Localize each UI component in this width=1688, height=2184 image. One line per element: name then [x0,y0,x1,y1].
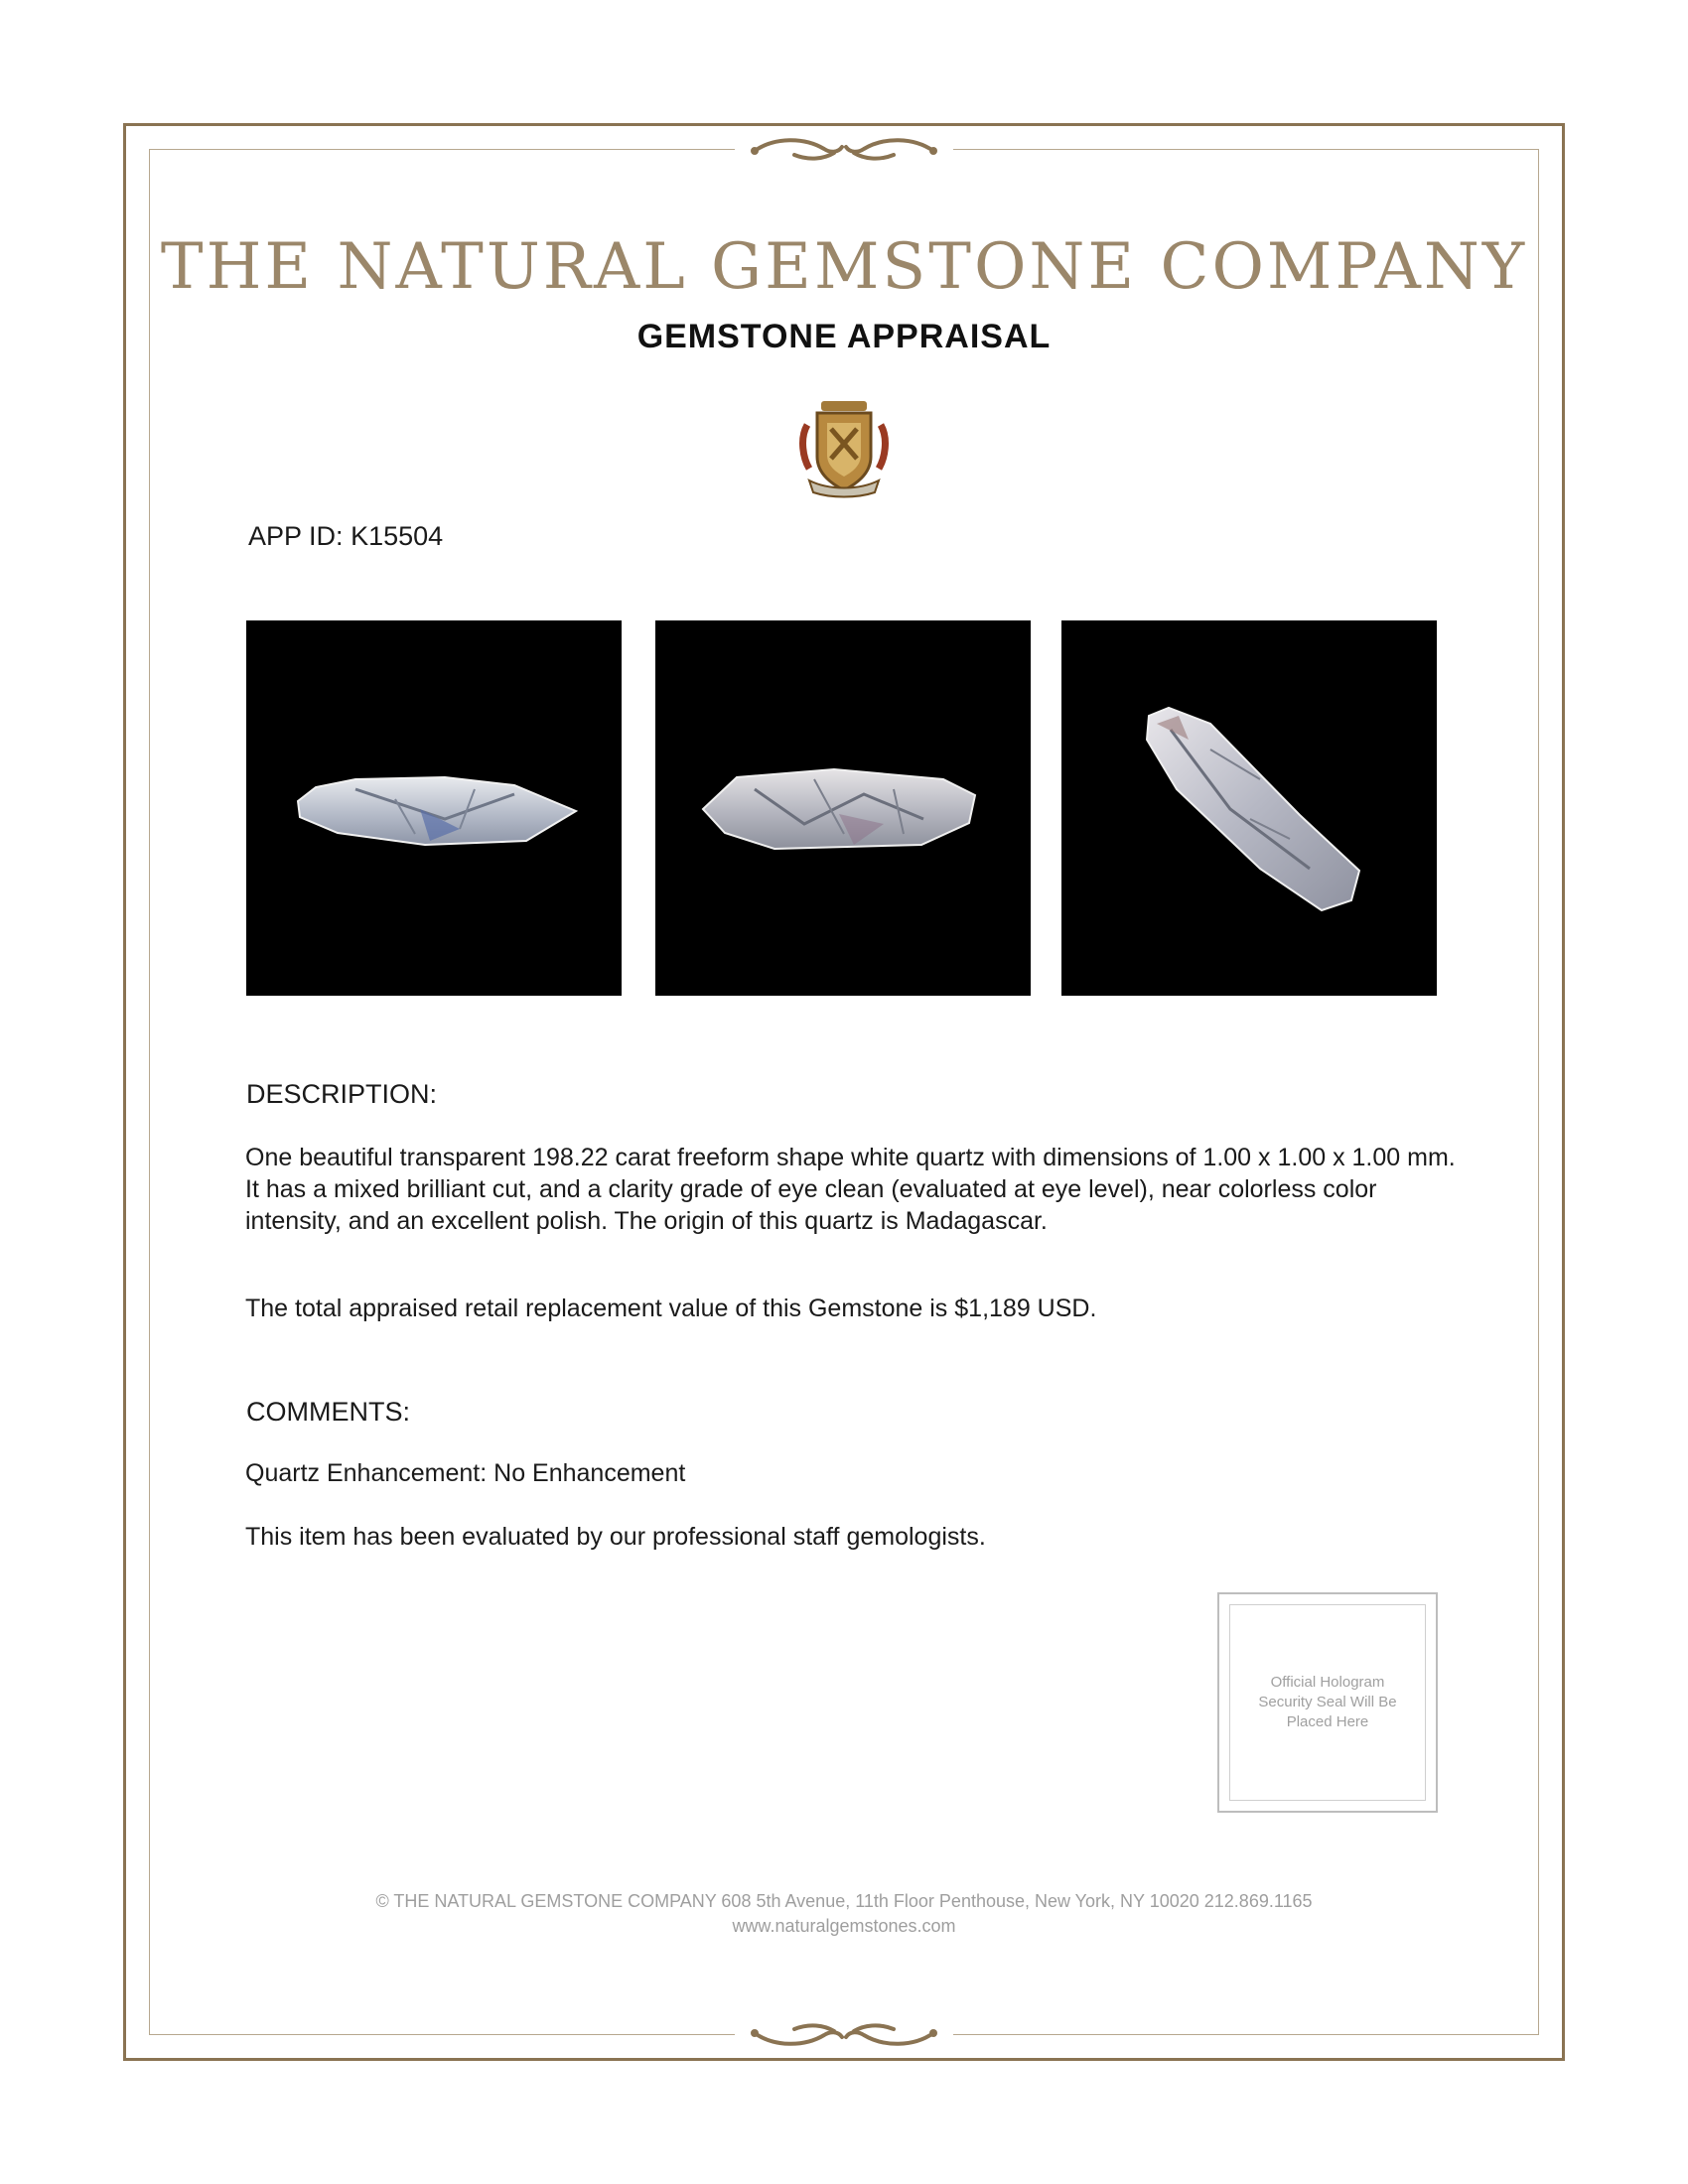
seal-inner-box [1229,1604,1426,1801]
app-id-value: K15504 [351,521,444,551]
footer-address: © THE NATURAL GEMSTONE COMPANY 608 5th Avenue, 11th Floor Penthouse, New York, NY 10020 212.869.1165 [375,1891,1313,1911]
evaluation-text: This item has been evaluated by our professional staff gemologists. [245,1523,986,1551]
app-id [248,521,443,552]
description-text: One beautiful transparent 198.22 carat freeform shape white quartz with dimensions of 1.00 x 1.00 x 1.00 mm. It has a mixed brilliant cut, and a clarity grade of eye clean (evaluated at eye level), near colorless color intensity, and an excellent polish. The origin of this quartz is Madagascar. [245,1144,1456,1235]
gemstone-photo-3 [1061,620,1437,996]
seal-text: Official Hologram Security Seal Will Be Placed Here [1258,1674,1397,1730]
appraised-value-text: The total appraised retail replacement value of this Gemstone is $1,189 USD. [245,1295,1097,1322]
scroll-ornament-icon [735,129,953,169]
enhancement-text: Quartz Enhancement: No Enhancement [245,1459,686,1487]
comments-heading: COMMENTS: [246,1397,410,1427]
footer-website: www.naturalgemstones.com [732,1916,956,1936]
company-name: THE NATURAL GEMSTONE COMPANY [160,230,1528,304]
hologram-seal-placeholder [1217,1592,1438,1813]
gemstone-photo-1 [246,620,622,996]
description-heading: DESCRIPTION: [246,1079,438,1109]
app-id-label: APP ID: [248,521,344,551]
document-title: GEMSTONE APPRAISAL [636,318,1052,355]
gemstone-photo-2 [655,620,1031,996]
scroll-ornament-icon [735,2015,953,2055]
crest-icon [799,399,889,498]
